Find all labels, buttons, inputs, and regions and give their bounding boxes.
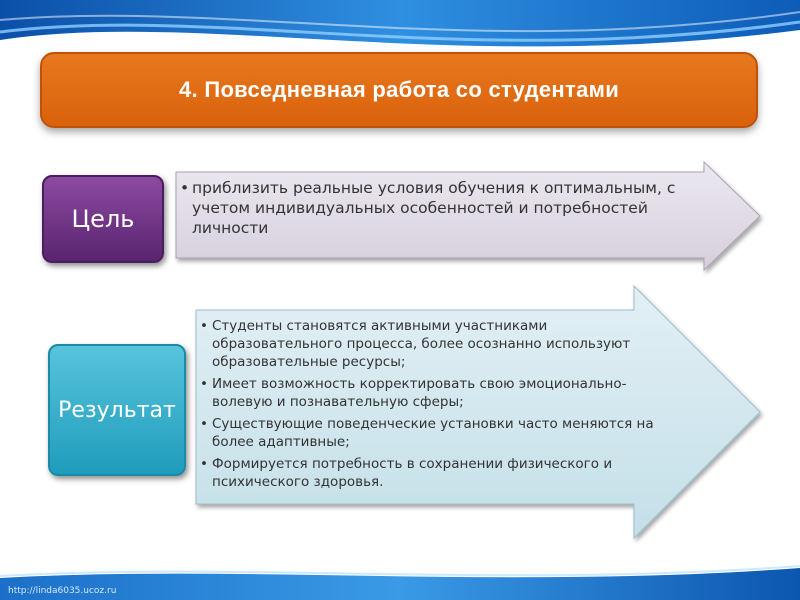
result-label: Результат bbox=[58, 397, 176, 423]
result-item: • Студенты становятся активными участниками образовательного процесса, более осознанно используют образовательные ресурсы; bbox=[200, 317, 660, 371]
result-item: • Имеет возможность корректировать свою эмоционально-волевую и познавательную сферы; bbox=[200, 375, 660, 411]
goal-label-box bbox=[42, 175, 164, 263]
slide-title: 4. Повседневная работа со студентами bbox=[178, 77, 620, 102]
goal-description bbox=[180, 178, 705, 242]
goal-label: Цель bbox=[71, 205, 135, 233]
footer-url[interactable]: http://linda6035.ucoz.ru bbox=[8, 586, 117, 596]
footer-wave-decoration bbox=[0, 560, 800, 600]
result-label-box bbox=[48, 344, 186, 476]
goal-item: • приблизить реальные условия обучения к оптимальным, с учетом индивидуальных особенностей и потребностей личности bbox=[180, 178, 705, 238]
result-item: • Формируется потребность в сохранении физического и психического здоровья. bbox=[200, 455, 660, 491]
result-item: • Существующие поведенческие установки часто меняются на более адаптивные; bbox=[200, 415, 660, 451]
result-list bbox=[200, 317, 660, 495]
slide-title-banner bbox=[40, 52, 758, 128]
